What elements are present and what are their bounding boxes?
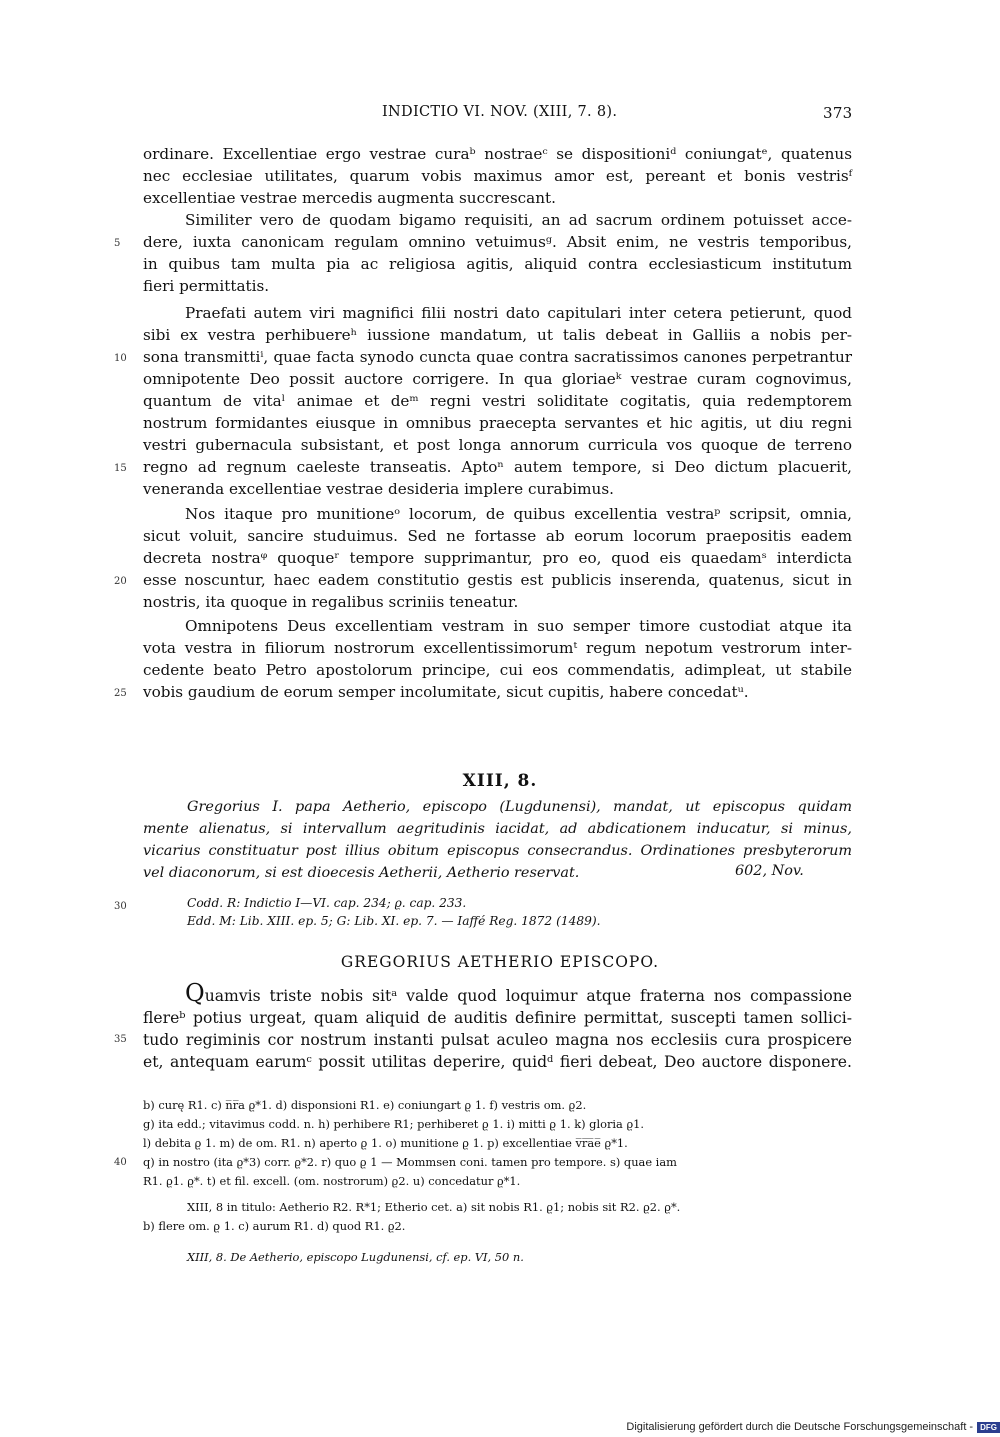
running-header: INDICTIO VI. NOV. (XIII, 7. 8). — [382, 104, 618, 120]
body-line: nostrum formidantes eiusque in omnibus praecepta servantes et hic agitis, ut diu regni — [143, 414, 852, 432]
body-line: veneranda excellentiae vestrae desideria implere curabimus. — [143, 480, 614, 498]
body-line: omnipotente Deo possit auctore corrigere. In qua gloriaeᵏ vestrae curam cognovimus, — [143, 370, 852, 388]
footer-text: Digitalisierung gefördert durch die Deutsche Forschungsgemeinschaft - — [626, 1421, 974, 1433]
body-line: ordinare. Excellentiae ergo vestrae curaᵇ nostraeᶜ se dispositioniᵈ coniungatᵉ, quatenus — [143, 145, 852, 163]
body-line: vobis gaudium de eorum semper incolumitate, sicut cupitis, habere concedatᵘ. — [143, 683, 749, 701]
footnote-commentary: XIII, 8. De Aetherio, episcopo Lugdunensi, cf. ep. VI, 50 n. — [187, 1250, 524, 1264]
initial-letter: Q — [185, 979, 205, 1007]
line-number: 40 — [114, 1157, 127, 1168]
dfg-logo: DFG — [977, 1422, 1000, 1433]
regest-line: vicarius constituatur post illius obitum episcopus consecrandus. Ordinationes presbyterorum — [143, 843, 852, 859]
line-number: 5 — [114, 238, 121, 249]
footnote-line: l) debita ϱ 1. m) de om. R1. n) aperto ϱ 1. o) munitione ϱ 1. p) excellentiae v̅r̅a̅e̅ ϱ*1. — [143, 1136, 628, 1150]
line-number: 35 — [114, 1034, 127, 1045]
regest-line: Gregorius I. papa Aetherio, episcopo (Lugdunensi), mandat, ut episcopus quidam — [187, 799, 852, 815]
letter-line: flereᵇ potius urgeat, quam aliquid de auditis definire permittat, suscepti tamen sollici- — [143, 1009, 852, 1027]
footnote-line: XIII, 8 in titulo: Aetherio R2. R*1; Etherio cet. a) sit nobis R1. ϱ1; nobis sit R2. ϱ2. ϱ*. — [187, 1200, 681, 1214]
editions-note: Edd. M: Lib. XIII. ep. 5; G: Lib. XI. ep. 7. — Iaffé Reg. 1872 (1489). — [187, 914, 601, 928]
body-line: vestri gubernacula subsistant, et post longa annorum curricula vos quoque de terreno — [143, 436, 852, 454]
body-line: regno ad regnum caeleste transeatis. Aptoⁿ autem tempore, si Deo dictum placuerit, — [143, 458, 852, 476]
body-line: vota vestra in filiorum nostrorum excellentissimorumᵗ regum nepotum vestrorum inter- — [143, 639, 852, 657]
body-line: decreta nostraᵠ quoqueʳ tempore supprimantur, pro eo, quod eis quaedamˢ interdicta — [143, 549, 852, 567]
body-line: in quibus tam multa pia ac religiosa agitis, aliquid contra ecclesiasticum institutum — [143, 255, 852, 273]
body-line: sibi ex vestra perhibuereʰ iussione mandatum, ut talis debeat in Galliis a nobis per- — [143, 326, 852, 344]
regest-line: mente alienatus, si intervallum aegritudinis iacidat, ad abdicationem inducatur, si minus, — [143, 821, 852, 837]
footnote-line: g) ita edd.; vitavimus codd. n. h) perhibere R1; perhiberet ϱ 1. i) mitti ϱ 1. k) gloria ϱ1. — [143, 1117, 645, 1131]
body-line: Omnipotens Deus excellentiam vestram in suo semper timore custodiat atque ita — [185, 617, 852, 635]
body-line: quantum de vitaˡ animae et deᵐ regni vestri soliditate cogitatis, quia redemptorem — [143, 392, 852, 410]
footnote-line: q) in nostro (ita ϱ*3) corr. ϱ*2. r) quo ϱ 1 — Mommsen coni. tamen pro tempore. s) quae iam — [143, 1155, 677, 1169]
line-number: 25 — [114, 688, 127, 699]
body-line: esse noscuntur, haec eadem constitutio gestis est publicis inserenda, quatenus, sicut in — [143, 571, 852, 589]
page-number: 373 — [823, 104, 853, 122]
line-number: 15 — [114, 463, 127, 474]
body-line: nostris, ita quoque in regalibus scriniis teneatur. — [143, 593, 519, 611]
codices-note: Codd. R: Indictio I—VI. cap. 234; ϱ. cap. 233. — [187, 896, 467, 910]
body-line: dere, iuxta canonicam regulam omnino vetuimusᵍ. Absit enim, ne vestris temporibus, — [143, 233, 852, 251]
line-number: 10 — [114, 353, 127, 364]
body-line: cedente beato Petro apostolorum principe, cui eos commendatis, adimpleat, ut stabile — [143, 661, 852, 679]
body-line: sicut voluit, sancire studuimus. Sed ne fortasse ab eorum locorum praepositis eadem — [143, 527, 852, 545]
section-title: XIII, 8. — [462, 771, 538, 791]
footnote-line: R1. ϱ1. ϱ*. t) et fil. excell. (om. nostrorum) ϱ2. u) concedatur ϱ*1. — [143, 1174, 521, 1188]
body-line: Similiter vero de quodam bigamo requisiti, an ad sacrum ordinem potuisset acce- — [185, 211, 852, 229]
letter-line: et, antequam earumᶜ possit utilitas deperire, quidᵈ fieri debeat, Deo auctore disponere. — [143, 1053, 852, 1071]
line-number: 30 — [114, 901, 127, 912]
footnote-line: b) flere om. ϱ 1. c) aurum R1. d) quod R1. ϱ2. — [143, 1219, 406, 1233]
body-line: nec ecclesiae utilitates, quarum vobis maximus amor est, pereant et bonis vestrisᶠ — [143, 167, 852, 185]
letter-line: tudo regiminis cor nostrum instanti pulsat aculeo magna nos ecclesiis cura prospicere — [143, 1031, 852, 1049]
digitization-footer — [626, 1421, 1000, 1433]
body-line: sona transmittiⁱ, quae facta synodo cuncta quae contra sacratissimos canones perpetrantur — [143, 348, 852, 366]
regest-line: vel diaconorum, si est dioecesis Aetherii, Aetherio reservat. — [143, 865, 580, 881]
letter-line: Quamvis triste nobis sitᵃ valde quod loquimur atque fraterna nos compassione — [185, 979, 852, 1007]
body-line: excellentiae vestrae mercedis augmenta succrescant. — [143, 189, 556, 207]
footnote-line: b) curę R1. c) n̅r̅a ϱ*1. d) disponsioni R1. e) coniungart ϱ 1. f) vestris om. ϱ2. — [143, 1098, 587, 1112]
body-line: fieri permittatis. — [143, 277, 270, 295]
letter-title: GREGORIUS AETHERIO EPISCOPO. — [340, 953, 660, 971]
regest-date: 602, Nov. — [735, 863, 804, 879]
line-number: 20 — [114, 576, 127, 587]
body-line: Praefati autem viri magnifici filii nostri dato capitulari inter cetera petierunt, quod — [185, 304, 852, 322]
body-line: Nos itaque pro munitioneᵒ locorum, de quibus excellentia vestraᵖ scripsit, omnia, — [185, 505, 852, 523]
